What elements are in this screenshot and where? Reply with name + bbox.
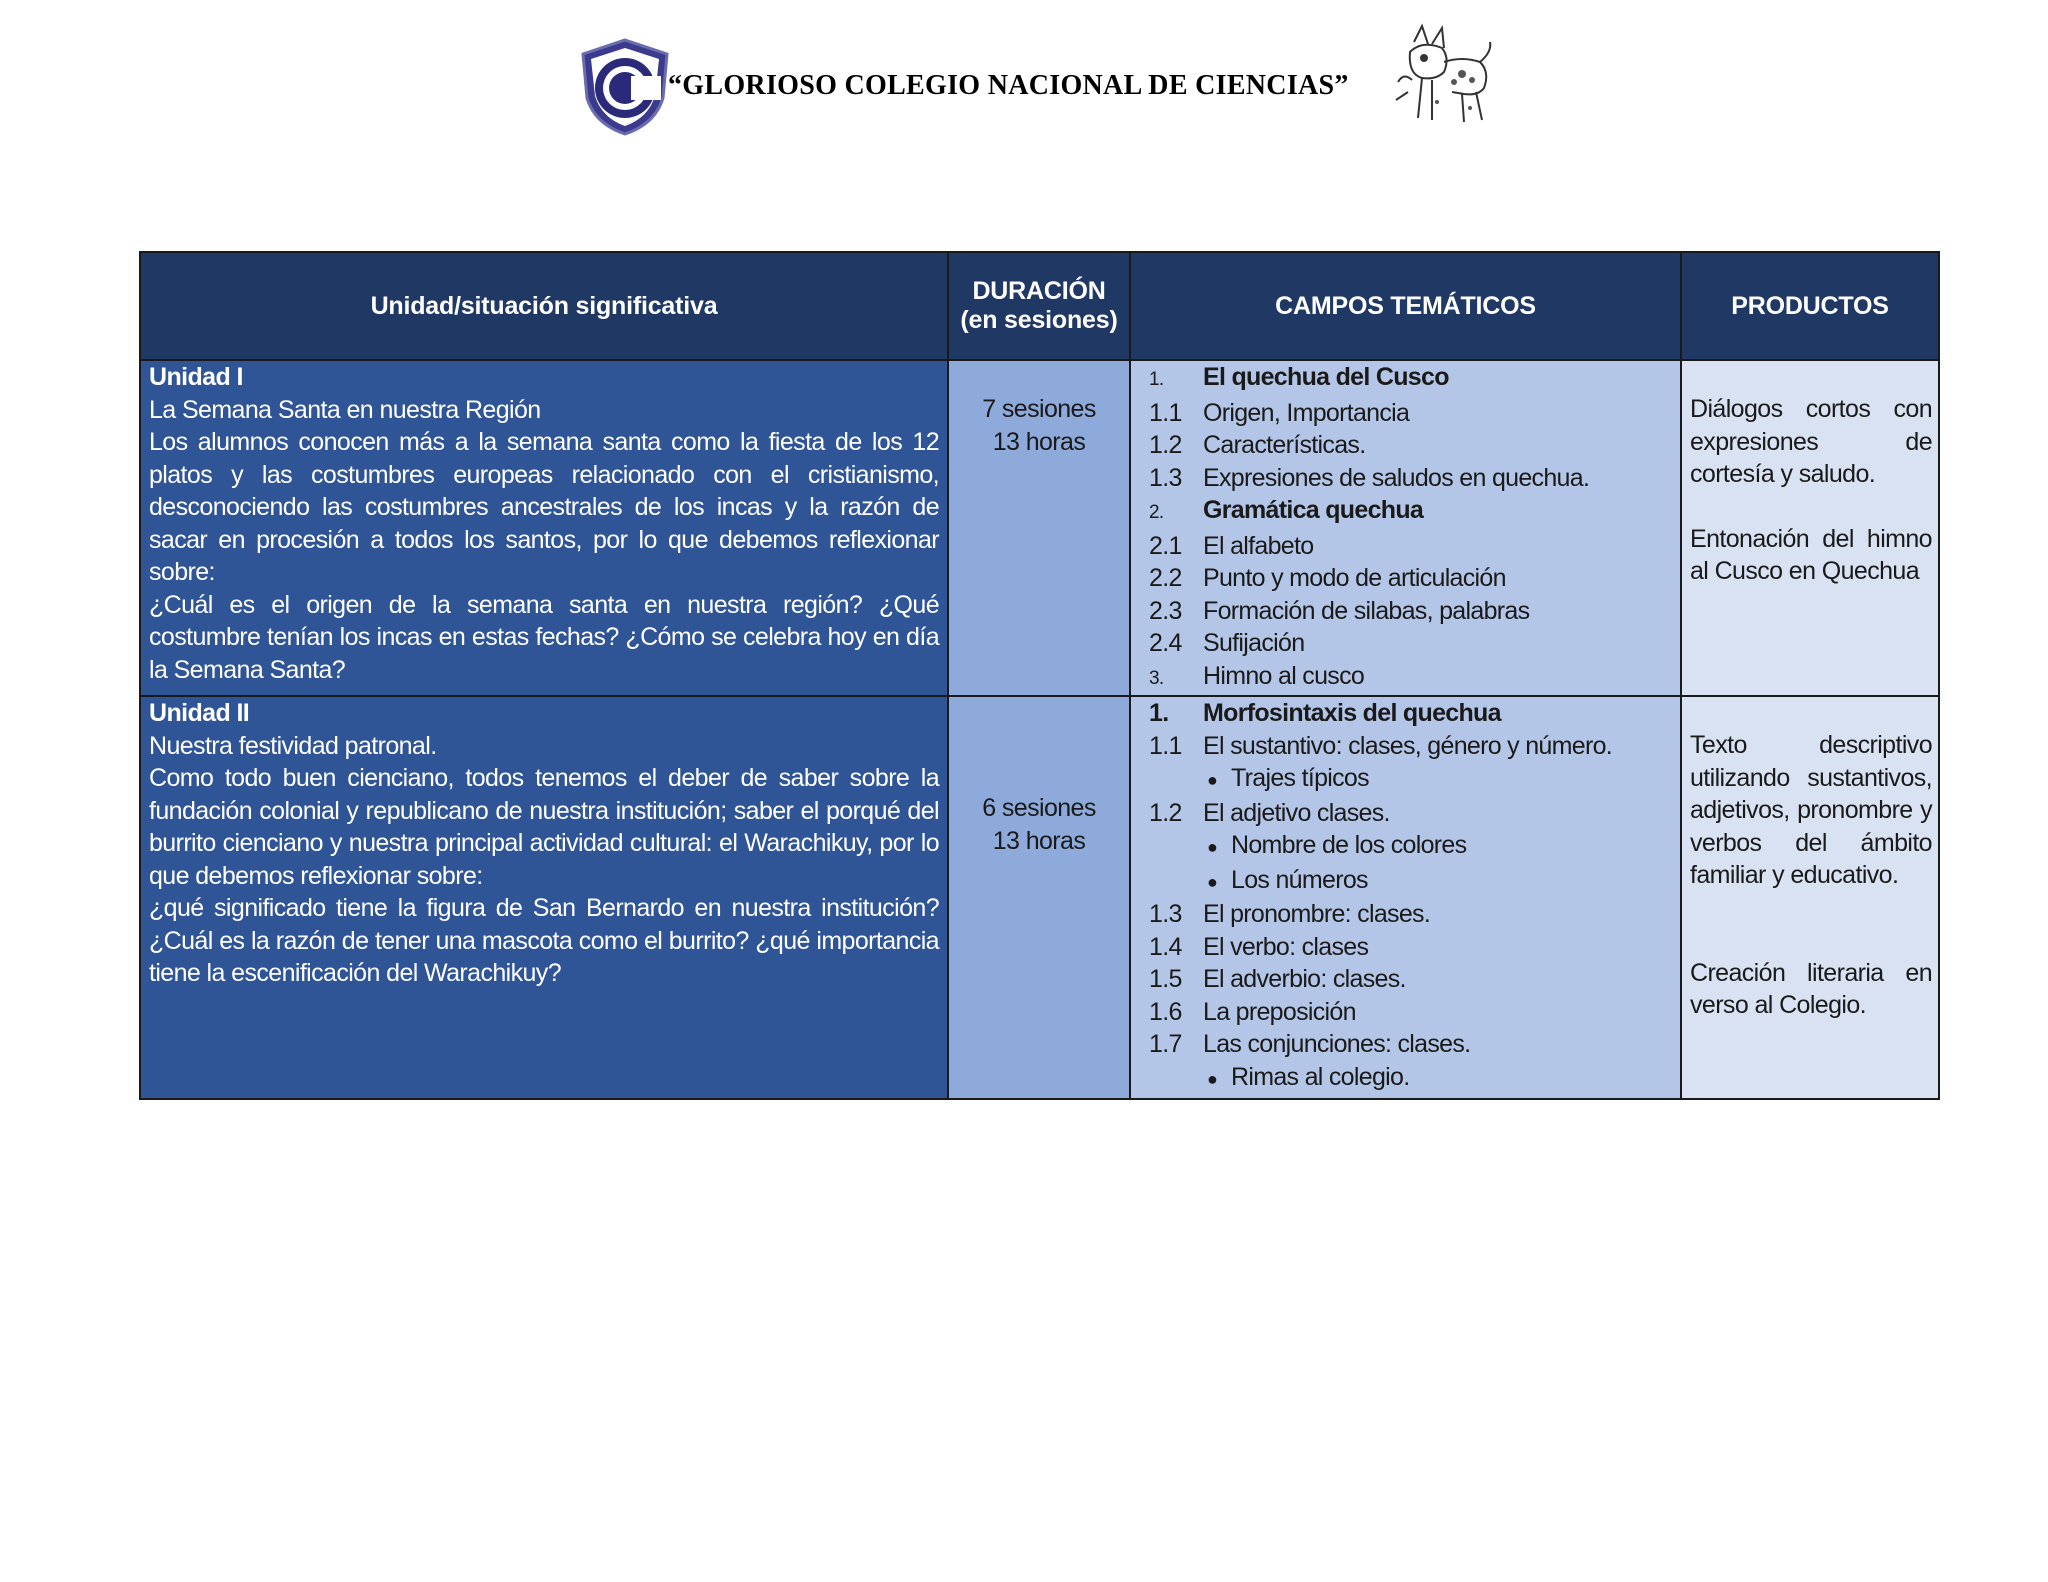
unit-cell [140, 360, 948, 696]
topic-text: Formación de silabas, palabras [1203, 596, 1530, 625]
topic-item [1149, 595, 1674, 628]
topic-item [1149, 397, 1674, 430]
bullet-text: Los números [1231, 865, 1368, 894]
curriculum-table [139, 251, 1940, 1100]
topic-number: 1. [1149, 699, 1169, 727]
table-header-row [140, 252, 1939, 360]
topic-item [1149, 697, 1674, 730]
topic-text: Características. [1203, 431, 1366, 459]
topic-number: 1.4 [1149, 932, 1182, 961]
topic-bullet [1149, 1061, 1674, 1096]
topic-item [1149, 530, 1674, 563]
topic-item [1149, 996, 1674, 1029]
topic-text: El adjetivo clases. [1203, 798, 1390, 827]
topic-item [1149, 562, 1674, 595]
topic-item [1149, 931, 1674, 964]
topic-number: 1.3 [1149, 900, 1182, 928]
school-shield-logo [575, 36, 675, 136]
unit-questions: ¿qué significado tiene la figura de San Bernardo en nuestra institución? ¿Cuál es la razón de tener una mascota como el burrito? ¿qué importancia tiene la escenificación del Warachikuy? [149, 894, 939, 987]
page-header [0, 22, 2048, 137]
topic-number: 2. [1149, 502, 1164, 523]
topic-bullet [1149, 829, 1674, 864]
topic-item [1149, 462, 1674, 495]
product-item: Diálogos cortos con expresiones de cortesía y saludo. [1690, 395, 1932, 488]
duration-cell [948, 696, 1130, 1099]
topic-text: Punto y modo de articulación [1203, 564, 1506, 592]
product-item: Texto descriptivo utilizando sustantivos, adjetivos, pronombre y verbos del ámbito familiar y educativo. [1690, 731, 1932, 889]
header-topics: CAMPOS TEMÁTICOS [1130, 252, 1681, 360]
topic-number: 1.1 [1149, 731, 1182, 760]
topic-text: Sufijación [1203, 629, 1305, 657]
topic-item [1149, 494, 1674, 530]
topic-item [1149, 797, 1674, 830]
topic-text: Origen, Importancia [1203, 398, 1410, 427]
topic-text: El sustantivo: clases, género y número. [1203, 731, 1613, 760]
topic-text: El quechua del Cusco [1203, 363, 1449, 391]
duration-hours: 13 horas [992, 826, 1086, 855]
bullet-icon: ● [1207, 837, 1218, 857]
topic-text: El adverbio: clases. [1203, 965, 1406, 993]
topic-text: La preposición [1203, 997, 1356, 1026]
topic-text: Las conjunciones: clases. [1203, 1030, 1471, 1058]
topic-number: 1. [1149, 369, 1164, 390]
topic-text: El alfabeto [1203, 531, 1314, 560]
topic-text: El verbo: clases [1203, 932, 1369, 961]
unit-description: Los alumnos conocen más a la semana santa como la fiesta de los 12 platos y las costumbres europeas relacionado con el cristianismo, desconociendo las costumbres ancestrales de los incas y la razón de sacar en procesión a todos los santos, por lo que debemos reflexionar sobre: [149, 428, 939, 586]
topic-number: 2.4 [1149, 629, 1182, 657]
topic-number: 2.3 [1149, 596, 1182, 625]
unit-title: Unidad I [149, 363, 243, 391]
header-duration [948, 252, 1130, 360]
bullet-icon: ● [1207, 1068, 1218, 1089]
topic-number: 1.1 [1149, 398, 1182, 427]
school-name: “GLORIOSO COLEGIO NACIONAL DE CIENCIAS” [668, 70, 1349, 101]
topic-number: 1.5 [1149, 965, 1182, 993]
bullet-text: Nombre de los colores [1231, 831, 1467, 859]
duration-hours: 13 horas [992, 427, 1086, 456]
topic-number: 3. [1149, 667, 1164, 689]
topic-item [1149, 898, 1674, 931]
topics-cell [1130, 696, 1681, 1099]
topic-bullet [1149, 864, 1674, 899]
donkey-mascot-image [1392, 22, 1497, 132]
unit-title: Unidad II [149, 699, 250, 727]
products-cell [1681, 360, 1939, 696]
topic-item [1149, 660, 1674, 696]
topic-number: 2.1 [1149, 531, 1182, 560]
duration-cell [948, 360, 1130, 696]
header-unit: Unidad/situación significativa [140, 252, 948, 360]
table-row [140, 360, 1939, 696]
topic-number: 1.3 [1149, 463, 1182, 492]
topic-text: Gramática quechua [1203, 496, 1424, 524]
duration-sessions: 6 sesiones [982, 794, 1096, 822]
unit-subtitle: Nuestra festividad patronal. [149, 731, 437, 760]
bullet-icon: ● [1207, 871, 1218, 892]
topic-bullet [1149, 762, 1674, 797]
topic-text: Himno al cusco [1203, 661, 1365, 690]
unit-cell [140, 696, 948, 1099]
topic-item [1149, 730, 1674, 763]
topic-number: 1.7 [1149, 1030, 1182, 1058]
topic-item [1149, 1028, 1674, 1061]
topic-text: Morfosintaxis del quechua [1203, 699, 1501, 727]
topic-item [1149, 963, 1674, 996]
header-products: PRODUCTOS [1681, 252, 1939, 360]
bullet-text: Trajes típicos [1231, 764, 1369, 792]
bullet-text: Rimas al colegio. [1231, 1062, 1410, 1091]
topic-text: Expresiones de saludos en quechua. [1203, 463, 1590, 492]
unit-questions: ¿Cuál es el origen de la semana santa en nuestra región? ¿Qué costumbre tenían los incas en estas fechas? ¿Cómo se celebra hoy en día la Semana Santa? [149, 590, 939, 684]
topic-text: El pronombre: clases. [1203, 900, 1431, 928]
topic-number: 1.2 [1149, 798, 1182, 827]
product-item: Entonación del himno al Cusco en Quechua [1690, 524, 1932, 585]
duration-sessions: 7 sesiones [982, 395, 1096, 423]
topic-item [1149, 429, 1674, 462]
topic-item [1149, 361, 1674, 397]
topic-number: 1.2 [1149, 431, 1182, 459]
topic-number: 1.6 [1149, 997, 1182, 1026]
topic-item [1149, 627, 1674, 660]
bullet-icon: ● [1207, 770, 1218, 790]
unit-subtitle: La Semana Santa en nuestra Región [149, 395, 541, 424]
header-duration-line1: DURACIÓN [972, 277, 1106, 305]
products-cell [1681, 696, 1939, 1099]
unit-description: Como todo buen cienciano, todos tenemos el deber de saber sobre la fundación colonial y republicano de nuestra institución; saber el porqué del burrito cienciano y nuestra principal actividad cultural: el Warachikuy, por lo que debemos reflexionar sobre: [149, 764, 939, 890]
topics-cell [1130, 360, 1681, 696]
header-duration-line2: (en sesiones) [960, 306, 1118, 334]
topic-number: 2.2 [1149, 564, 1182, 592]
table-row [140, 696, 1939, 1099]
product-item: Creación literaria en verso al Colegio. [1690, 958, 1932, 1019]
